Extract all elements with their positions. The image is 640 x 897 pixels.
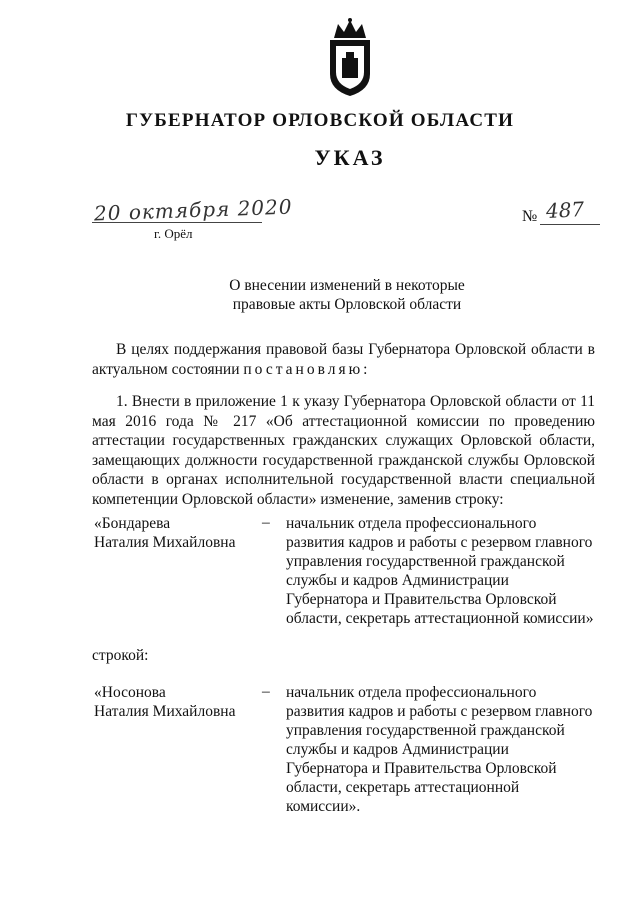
- name-given: Наталия Михайловна: [94, 534, 236, 551]
- name-given: Наталия Михайловна: [94, 703, 236, 720]
- desc-line: начальник отдела профессионального: [286, 684, 537, 701]
- item-1-paragraph: 1. Внести в приложение 1 к указу Губернатора Орловской области от 11 мая 2016 года № 217 «Об аттестационной комиссии по проведению аттестации государственных гражданских служащих Орловской области, замещающих должности государственной гражданской службы Орловской области в органах исполнительной государственной власти специальной компетенции Орловской области» изменение, заменив строку:: [92, 393, 595, 508]
- number-underline: [540, 224, 600, 225]
- replacement-label: строкой:: [92, 647, 149, 664]
- name-surname: «Бондарева: [94, 515, 171, 532]
- preamble-text: В целях поддержания правовой базы Губернатора Орловской области в актуальном состоянии: [92, 341, 595, 378]
- desc-line: области, секретарь аттестационной: [286, 779, 520, 796]
- desc-line: начальник отдела профессионального: [286, 515, 537, 532]
- handwritten-number: 487: [545, 197, 585, 223]
- desc-line: развития кадров и работы с резервом главного: [286, 534, 593, 551]
- desc-line: службы и кадров Администрации: [286, 741, 509, 758]
- desc-line: управления государственной гражданской: [286, 553, 565, 570]
- new-row-dash: –: [262, 683, 270, 700]
- subject-line: правовые акты Орловской области: [232, 296, 462, 313]
- desc-line: области, секретарь аттестационной комиссии»: [286, 610, 594, 627]
- document-subject: [0, 276, 640, 314]
- desc-line: службы и кадров Администрации: [286, 572, 509, 589]
- desc-line: комиссии».: [286, 798, 361, 815]
- old-row-dash: –: [262, 514, 270, 531]
- new-row-description: [286, 683, 606, 816]
- desc-line: Губернатора и Правительства Орловской: [286, 591, 557, 608]
- preamble-paragraph: [92, 340, 595, 379]
- desc-line: управления государственной гражданской: [286, 722, 565, 739]
- handwritten-date: 20 октября 2020: [93, 194, 293, 226]
- new-row-name: [94, 683, 235, 721]
- issue-city: г. Орёл: [154, 226, 193, 241]
- document-type: УКАЗ: [314, 145, 386, 170]
- preamble-decree-word: постановляю:: [243, 360, 371, 378]
- number-label: №: [522, 208, 538, 225]
- subject-line: О внесении изменений в некоторые: [229, 277, 465, 294]
- desc-line: Губернатора и Правительства Орловской: [286, 760, 557, 777]
- date-underline: [92, 222, 262, 223]
- old-row-name: [94, 514, 235, 552]
- issuer-title: ГУБЕРНАТОР ОРЛОВСКОЙ ОБЛАСТИ: [125, 110, 515, 131]
- desc-line: развития кадров и работы с резервом главного: [286, 703, 593, 720]
- coat-of-arms-emblem: [322, 18, 378, 98]
- old-row-description: [286, 514, 606, 628]
- name-surname: «Носонова: [94, 684, 166, 701]
